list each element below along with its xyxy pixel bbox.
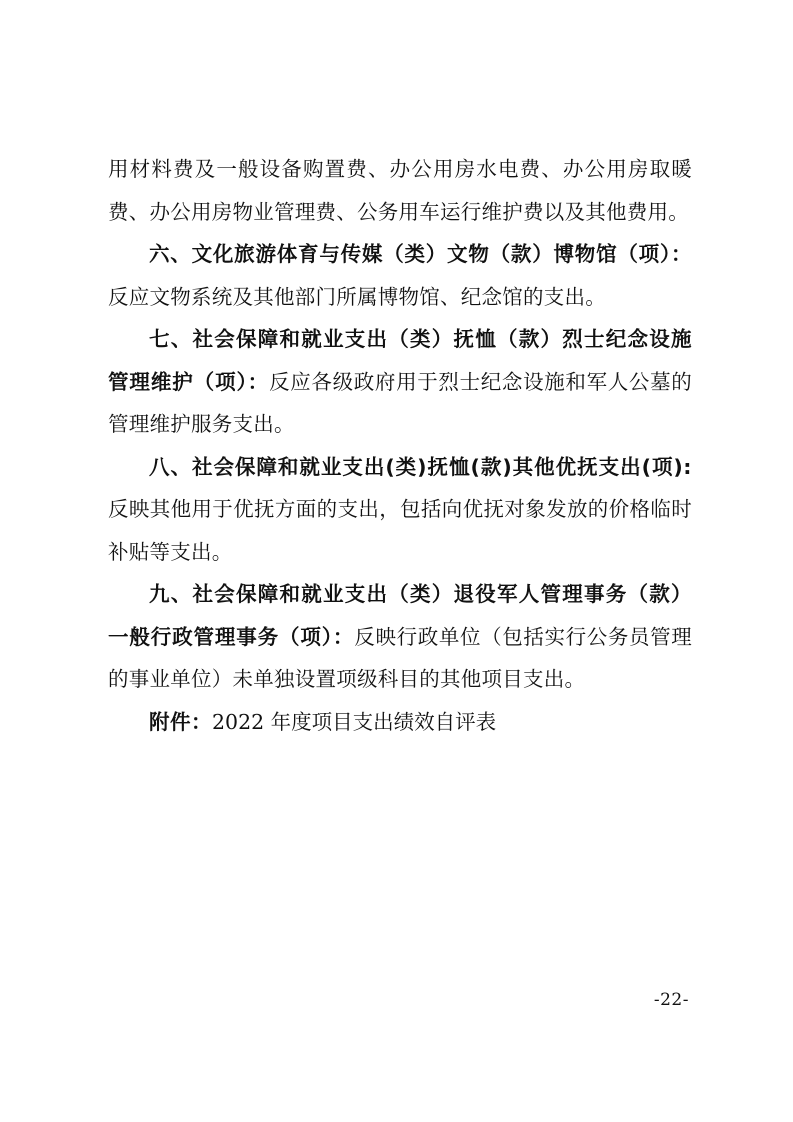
paragraph-item-7 — [108, 318, 692, 446]
paragraph-item-8 — [108, 446, 692, 574]
paragraph-heading: 八、社会保障和就业支出(类)抚恤(款)其他优抚支出(项): — [149, 454, 692, 479]
paragraph-item-9 — [108, 573, 692, 701]
paragraph-text: 反映行政单位（包括实行公务员管理的事业单位）未单独设置项级科目的其他项目支出。 — [108, 624, 693, 691]
paragraph-text: 反应各级政府用于烈士纪念设施和军人公墓的管理维护服务支出。 — [108, 369, 693, 436]
paragraph-heading: 六、文化旅游体育与传媒（类）文物（款）博物馆（项）： — [149, 242, 692, 266]
attachment-line — [108, 701, 692, 744]
paragraph-heading: 九、社会保障和就业支出（类）退役军人管理事务（款）一般行政管理事务（项）： — [108, 582, 692, 649]
attachment-text: 2022 年度项目支出绩效自评表 — [212, 709, 497, 734]
attachment-label: 附件： — [149, 709, 212, 734]
paragraph-item-6 — [108, 233, 692, 318]
paragraph-text: 反应文物系统及其他部门所属博物馆、纪念馆的支出。 — [108, 284, 606, 309]
paragraph-text: 用材料费及一般设备购置费、办公用房水电费、办公用房取暖费、办公用房物业管理费、公务用车运行维护费以及其他费用。 — [108, 157, 692, 224]
document-body — [108, 148, 692, 743]
paragraph-text: 反映其他用于优抚方面的支出，包括向优抚对象发放的价格临时补贴等支出。 — [108, 497, 692, 564]
paragraph-continuation — [108, 148, 692, 233]
page-number: -22- — [653, 990, 689, 1010]
paragraph-heading: 七、社会保障和就业支出（类）抚恤（款）烈士纪念设施管理维护（项）： — [108, 327, 692, 394]
